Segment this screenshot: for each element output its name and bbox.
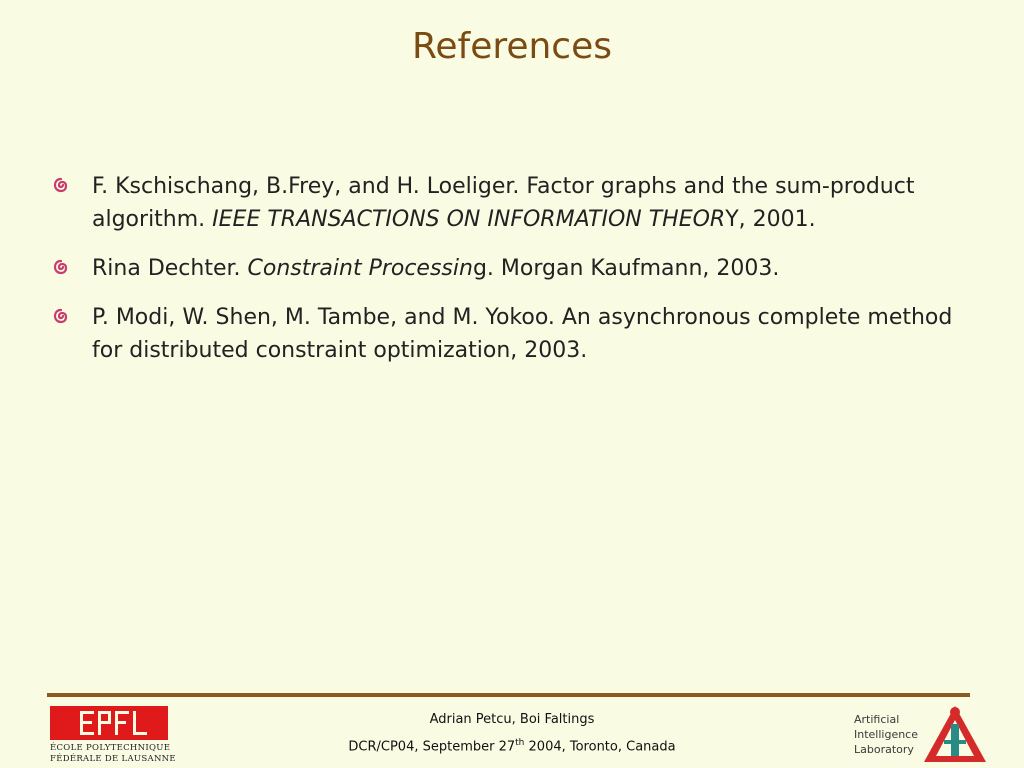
spiral-bullet-icon [52, 307, 70, 325]
footer-authors: Adrian Petcu, Boi Faltings [429, 712, 595, 727]
reference-book-title: Constraint Processin [247, 256, 473, 281]
footer-venue-sup: th [515, 738, 525, 748]
epfl-subtitle-line2: FÉDÉRALE DE LAUSANNE [50, 754, 176, 764]
reference-item [52, 301, 982, 367]
footer-divider [47, 693, 970, 697]
epfl-subtitle-line1: ÉCOLE POLYTECHNIQUE [50, 743, 171, 753]
slide-title: References [411, 26, 613, 67]
ai-lab-text-line3: Laboratory [854, 743, 914, 756]
reference-item [52, 252, 982, 285]
reference-list [52, 170, 982, 383]
reference-text: F. Kschischang, B.Frey, and H. Loeliger. Factor graphs and the sum-product algorithm. [92, 174, 915, 232]
reference-journal: IEEE TRANSACTIONS ON INFORMATION THEOR [212, 207, 726, 232]
reference-text: Rina Dechter. [92, 256, 248, 281]
ai-lab-emblem-icon [922, 702, 988, 764]
reference-text: P. Modi, W. Shen, M. Tambe, and M. Yokoo. An asynchronous complete method for distributed constraint optimization, 2003. [92, 305, 953, 363]
reference-year: Y, 2001. [725, 207, 816, 232]
ai-lab-text-line1: Artificial [854, 713, 900, 726]
epfl-mark-icon [50, 706, 168, 740]
reference-publisher: g. Morgan Kaufmann, 2003. [472, 256, 780, 281]
ai-lab-text-line2: Intelligence [854, 728, 919, 741]
reference-item [52, 170, 982, 236]
spiral-bullet-icon [52, 258, 70, 276]
ai-lab-logo [852, 702, 992, 766]
footer-venue-suffix: 2004, Toronto, Canada [524, 739, 676, 755]
spiral-bullet-icon [52, 176, 70, 194]
footer-venue-prefix: DCR/CP04, September 27 [348, 739, 516, 755]
epfl-logo [50, 706, 176, 766]
footer-venue [250, 738, 774, 754]
